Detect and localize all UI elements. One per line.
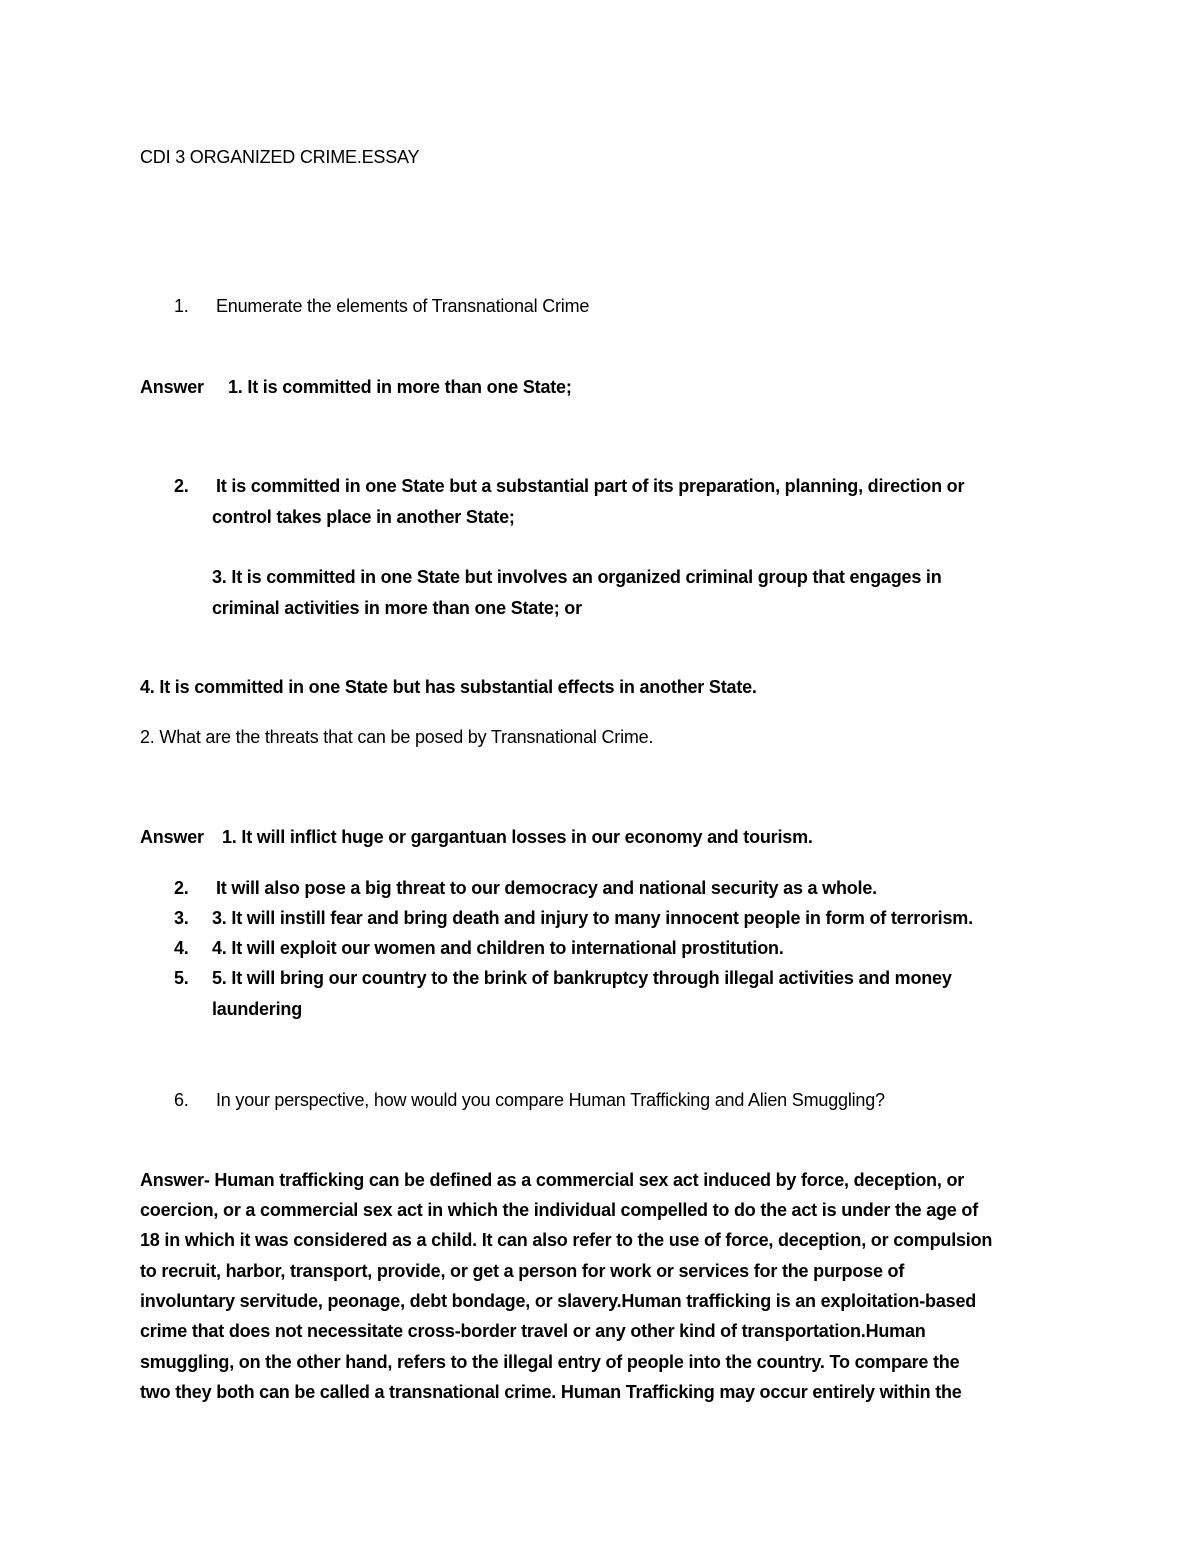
document-title: CDI 3 ORGANIZED CRIME.ESSAY xyxy=(140,147,420,167)
answer-2-item-5-line-2: laundering xyxy=(212,999,303,1019)
answer-2-item-2-number: 2. xyxy=(174,878,189,898)
question-3-text: In your perspective, how would you compare Human Trafficking and Alien Smuggling? xyxy=(216,1090,885,1110)
answer-1-item-3-line-2: criminal activities in more than one State; or xyxy=(212,598,582,618)
question-3-number: 6. xyxy=(174,1090,189,1110)
question-1-text: Enumerate the elements of Transnational Crime xyxy=(216,296,590,316)
answer-3-line-8: two they both can be called a transnational crime. Human Trafficking may occur entirely within the xyxy=(140,1382,962,1402)
answer-1-item-2-number: 2. xyxy=(174,476,189,496)
answer-1-item-4: 4. It is committed in one State but has substantial effects in another State. xyxy=(140,677,757,697)
answer-2-item-5-number: 5. xyxy=(174,968,189,988)
answer-3-line-5: involuntary servitude, peonage, debt bondage, or slavery.Human trafficking is an exploitation-based xyxy=(140,1291,977,1311)
answer-2-item-3-number: 3. xyxy=(174,908,189,928)
answer-1-item-2-line-2: control takes place in another State; xyxy=(212,507,515,527)
answer-1-label: Answer xyxy=(140,377,204,397)
answer-3-line-4: to recruit, harbor, transport, provide, or get a person for work or services for the purpose of xyxy=(140,1261,905,1281)
answer-1-item-1: 1. It is committed in more than one State; xyxy=(228,377,572,397)
answer-1-item-3-line-1: 3. It is committed in one State but involves an organized criminal group that engages in xyxy=(212,567,942,587)
answer-2-item-2-text: It will also pose a big threat to our democracy and national security as a whole. xyxy=(216,878,877,898)
answer-3-line-6: crime that does not necessitate cross-border travel or any other kind of transportation.Human xyxy=(140,1321,926,1341)
answer-2-label: Answer xyxy=(140,827,204,847)
answer-2-item-3-text: 3. It will instill fear and bring death and injury to many innocent people in form of terrorism. xyxy=(212,908,973,928)
answer-2-item-1: 1. It will inflict huge or gargantuan losses in our economy and tourism. xyxy=(222,827,813,847)
answer-3-line-3: 18 in which it was considered as a child. It can also refer to the use of force, deception, or compulsion xyxy=(140,1230,993,1250)
question-1-number: 1. xyxy=(174,296,189,316)
answer-2-item-5-text: 5. It will bring our country to the brink of bankruptcy through illegal activities and money xyxy=(212,968,952,988)
answer-2-item-4-number: 4. xyxy=(174,938,189,958)
question-2-text: 2. What are the threats that can be posed by Transnational Crime. xyxy=(140,727,654,747)
answer-3-line-1: Answer- Human trafficking can be defined as a commercial sex act induced by force, deception, or xyxy=(140,1170,965,1190)
answer-3-line-7: smuggling, on the other hand, refers to the illegal entry of people into the country. To compare the xyxy=(140,1352,960,1372)
answer-2-item-4-text: 4. It will exploit our women and children to international prostitution. xyxy=(212,938,784,958)
answer-3-line-2: coercion, or a commercial sex act in which the individual compelled to do the act is under the age of xyxy=(140,1200,978,1220)
answer-1-item-2-line-1: It is committed in one State but a substantial part of its preparation, planning, direction or xyxy=(216,476,965,496)
